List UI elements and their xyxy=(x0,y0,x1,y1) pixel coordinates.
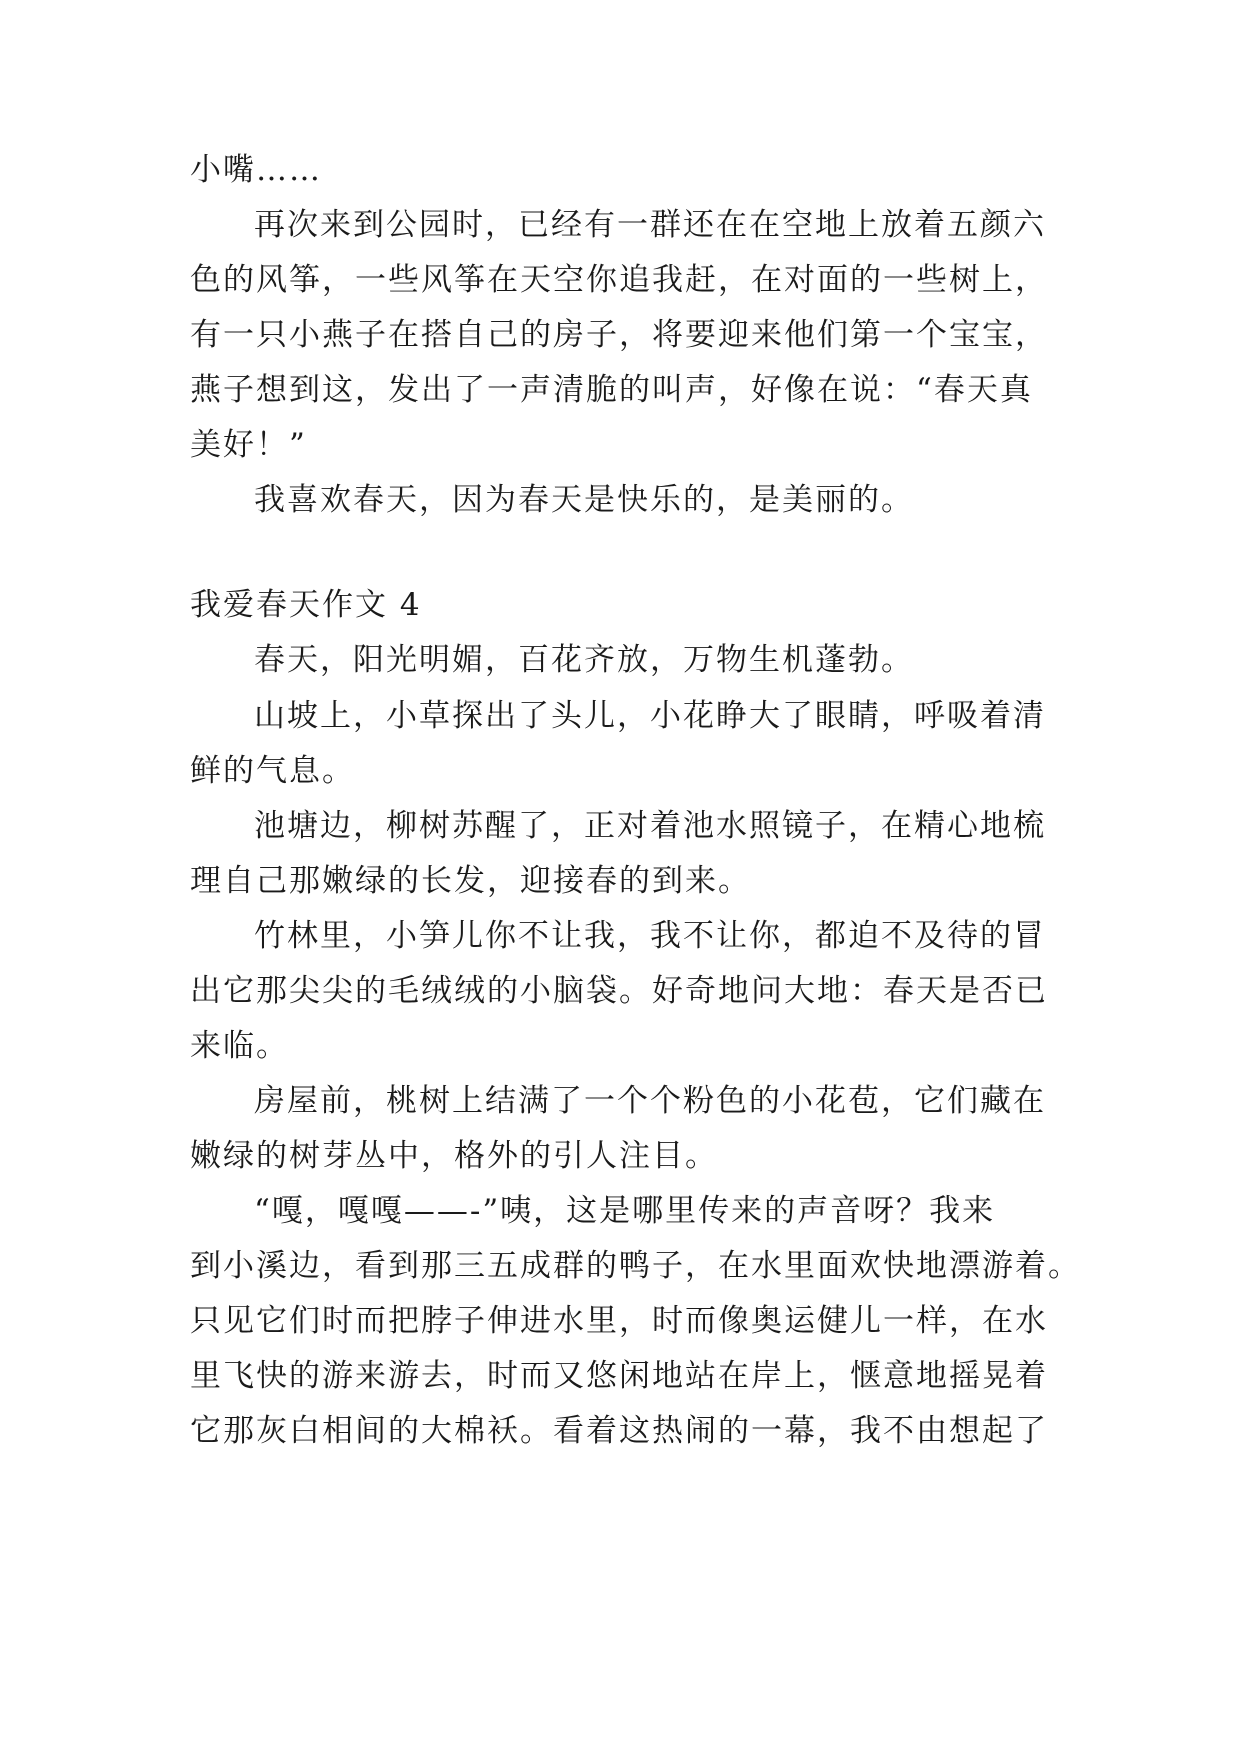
text-line: 美好！” xyxy=(190,427,307,463)
text-line: 出它那尖尖的毛绒绒的小脑袋。好奇地问大地：春天是否已 xyxy=(190,973,1048,1009)
text-line: 只见它们时而把脖子伸进水里，时而像奥运健儿一样，在水 xyxy=(190,1303,1048,1339)
text-line: 小嘴…… xyxy=(190,152,322,188)
text-line: 嫩绿的树芽丛中，格外的引人注目。 xyxy=(190,1138,718,1174)
text-line: 有一只小燕子在搭自己的房子，将要迎来他们第一个宝宝， xyxy=(190,317,1048,353)
section-heading: 我爱春天作文 4 xyxy=(190,587,422,623)
text-line: 我喜欢春天，因为春天是快乐的，是美丽的。 xyxy=(254,482,914,518)
text-line: 春天，阳光明媚，百花齐放，万物生机蓬勃。 xyxy=(254,642,914,678)
text-line: 竹林里，小笋儿你不让我，我不让你，都迫不及待的冒 xyxy=(254,918,1046,954)
text-line: 房屋前，桃树上结满了一个个粉色的小花苞，它们藏在 xyxy=(254,1083,1046,1119)
text-line: 到小溪边，看到那三五成群的鸭子，在水里面欢快地漂游着。 xyxy=(190,1248,1081,1284)
text-line: 池塘边，柳树苏醒了，正对着池水照镜子，在精心地梳 xyxy=(254,808,1046,844)
text-line: 它那灰白相间的大棉袄。看着这热闹的一幕，我不由想起了 xyxy=(190,1413,1048,1449)
text-line: 鲜的气息。 xyxy=(190,753,355,789)
text-line: 里飞快的游来游去，时而又悠闲地站在岸上，惬意地摇晃着 xyxy=(190,1358,1048,1394)
text-line: 山坡上，小草探出了头儿，小花睁大了眼睛，呼吸着清 xyxy=(254,698,1046,734)
text-line: 来临。 xyxy=(190,1028,289,1064)
text-line: “嘎，嘎嘎——-”咦，这是哪里传来的声音呀？我来 xyxy=(254,1193,996,1229)
text-line: 色的风筝，一些风筝在天空你追我赶，在对面的一些树上， xyxy=(190,262,1048,298)
text-line: 再次来到公园时，已经有一群还在在空地上放着五颜六 xyxy=(254,207,1046,243)
text-line: 理自己那嫩绿的长发，迎接春的到来。 xyxy=(190,863,751,899)
text-line: 燕子想到这，发出了一声清脆的叫声，好像在说：“春天真 xyxy=(190,372,1033,408)
